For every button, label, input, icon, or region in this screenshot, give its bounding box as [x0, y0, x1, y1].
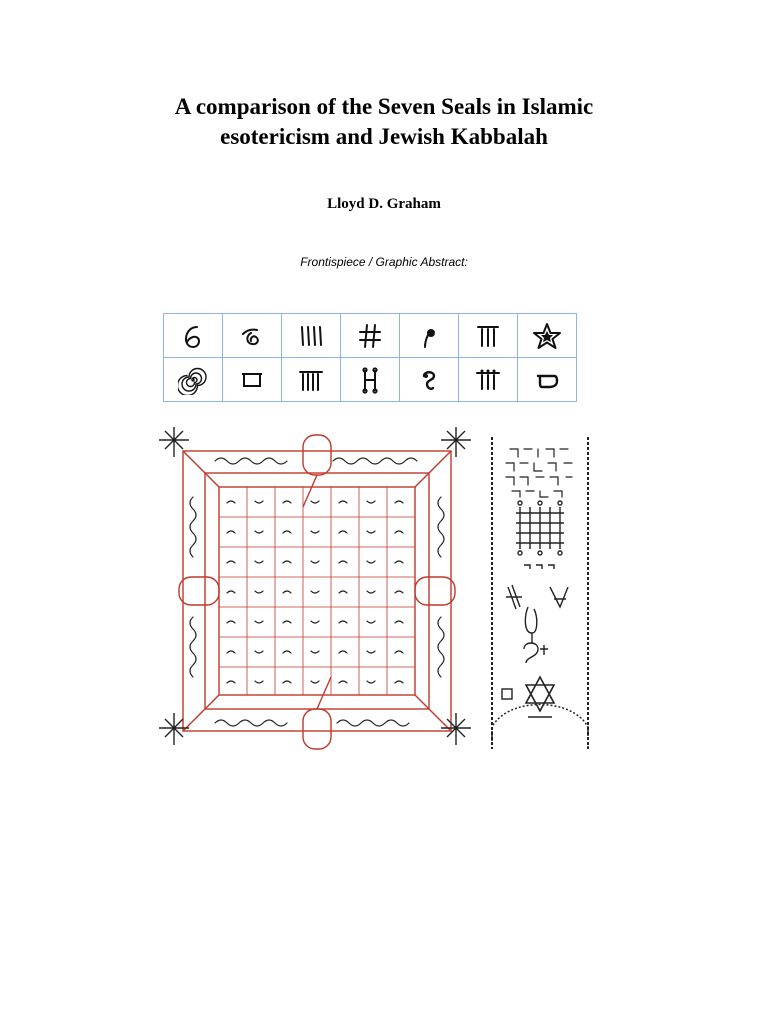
seal-cell: [282, 314, 341, 358]
seal-cell: [459, 358, 518, 402]
title-line-2: esotericism and Jewish Kabbalah: [220, 124, 548, 149]
seal-pentagram-icon: [532, 321, 562, 351]
seal-cell: [518, 358, 577, 402]
seal-ladder-icon: [355, 365, 385, 395]
seal-cell: [223, 358, 282, 402]
seven-seals-table: [163, 313, 577, 402]
seal-hebrew-triple-icon: [473, 365, 503, 395]
seal-cell: [518, 314, 577, 358]
seal-cell: [341, 358, 400, 402]
seal-square-icon: [237, 365, 267, 395]
arabic-talisman-square: [155, 427, 475, 757]
paper-title: [0, 92, 768, 152]
seal-cell: [223, 314, 282, 358]
seal-arabic-ha-icon: [237, 321, 267, 351]
title-line-1: A comparison of the Seven Seals in Islamic: [174, 94, 594, 119]
seal-hebrew-hook-icon: [414, 365, 444, 395]
kabbalistic-seals-row: [164, 358, 577, 402]
seal-arabic-6-icon: [178, 321, 208, 351]
frontispiece-caption: Frontispiece / Graphic Abstract:: [300, 255, 468, 269]
seal-cell: [341, 314, 400, 358]
seal-cell: [164, 314, 223, 358]
seal-triple-bar-icon: [473, 321, 503, 351]
islamic-seals-row: [164, 314, 577, 358]
seal-cell: [459, 314, 518, 358]
seal-cell: [400, 358, 459, 402]
seal-hebrew-samekh-icon: [532, 365, 562, 395]
seal-four-bars-icon: [296, 321, 326, 351]
hebrew-amulet-panel: [488, 437, 592, 749]
seal-four-bars-hebrew-icon: [296, 365, 326, 395]
author-name: Lloyd D. Graham: [327, 196, 441, 212]
seal-cell: [400, 314, 459, 358]
seal-cell: [282, 358, 341, 402]
seal-cell: [164, 358, 223, 402]
seal-hash-icon: [355, 321, 385, 351]
seal-arabic-mim-icon: [414, 321, 444, 351]
seal-spiral-icon: [178, 365, 208, 395]
